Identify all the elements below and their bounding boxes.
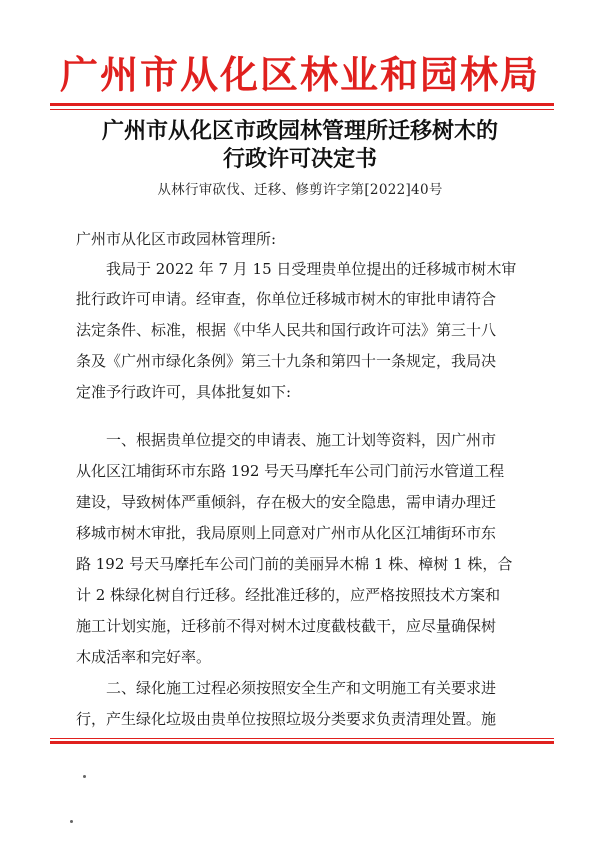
paragraph-2-line-8: 木成活率和完好率。 <box>76 648 212 666</box>
paragraph-2-line-4: 移城市树木审批，我局原则上同意对广州市从化区江埔街环市东 <box>76 524 497 542</box>
paragraph-1-line-4: 条及《广州市绿化条例》第三十九条和第四十一条规定，我局决 <box>76 352 497 370</box>
letterhead-red-rule-thick <box>50 103 554 106</box>
document-number: 从林行审砍伐、迁移、修剪许字第[2022]40号 <box>157 182 443 198</box>
paragraph-1-line-1: 我局于 2022 年 7 月 15 日受理贵单位提出的迁移城市树木审 <box>106 260 517 278</box>
paragraph-2-line-7: 施工计划实施，迁移前不得对树木过度截枝截干，应尽量确保树 <box>76 617 497 635</box>
scan-speck <box>83 775 86 778</box>
paragraph-3-line-2: 行，产生绿化垃圾由贵单位按照垃圾分类要求负责清理处置。施 <box>76 710 497 728</box>
document-title-line-1: 广州市从化区市政园林管理所迁移树木的 <box>101 118 498 144</box>
paragraph-3-line-1: 二、绿化施工过程必须按照安全生产和文明施工有关要求进 <box>106 679 497 697</box>
paragraph-2-line-3: 建设，导致树体严重倾斜，存在极大的安全隐患，需申请办理迁 <box>76 493 497 511</box>
paragraph-2-line-1: 一、根据贵单位提交的申请表、施工计划等资料，因广州市 <box>106 431 497 449</box>
letterhead-red-rule-thin <box>50 109 554 110</box>
paragraph-1-line-3: 法定条件、标准，根据《中华人民共和国行政许可法》第三十八 <box>76 321 497 339</box>
paragraph-2-line-2: 从化区江埔街环市东路 192 号天马摩托车公司门前污水管道工程 <box>76 462 505 480</box>
addressee: 广州市从化区市政园林管理所: <box>76 230 277 248</box>
paragraph-1-line-5: 定准予行政许可，具体批复如下: <box>76 383 292 401</box>
scan-speck <box>70 820 73 823</box>
footer-red-rule-thick <box>50 741 554 744</box>
paragraph-1-line-2: 批行政许可申请。经审查，你单位迁移城市树木的审批申请符合 <box>76 290 497 308</box>
paragraph-2-line-5: 路 192 号天马摩托车公司门前的美丽异木棉 1 株、樟树 1 株，合 <box>76 555 513 573</box>
footer-red-rule-thin <box>50 738 554 739</box>
paragraph-2-line-6: 计 2 株绿化树自行迁移。经批准迁移的，应严格按照技术方案和 <box>76 586 501 604</box>
letterhead-issuer: 广州市从化区林业和园林局 <box>59 52 540 97</box>
document-title-line-2: 行政许可决定书 <box>222 146 377 172</box>
